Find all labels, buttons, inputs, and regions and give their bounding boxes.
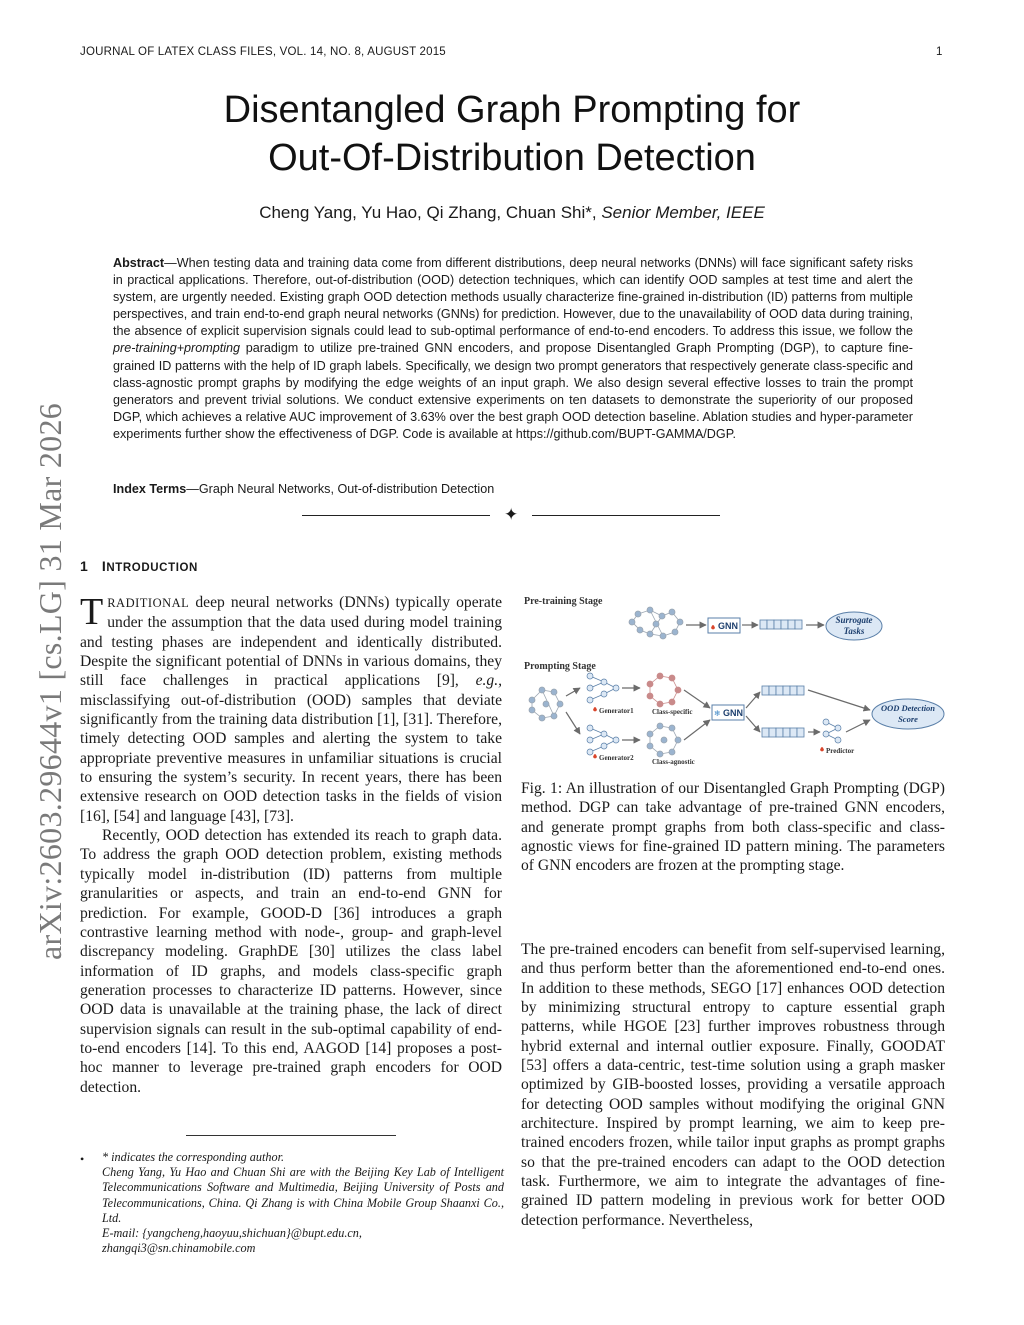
divider-rule-right — [532, 515, 720, 516]
footnote-line-1: * indicates the corresponding author. — [102, 1150, 285, 1164]
generator1-net — [587, 673, 619, 703]
paper-title — [0, 86, 1024, 182]
fig-ood-score-1: OOD Detection — [880, 703, 936, 713]
footnote-bullet: • — [80, 1152, 85, 1166]
fig-gnn-label-2: GNN — [723, 708, 743, 718]
footnote-rule — [186, 1135, 396, 1136]
intro-p1-eg: e.g., — [475, 672, 502, 690]
title-line-2: Out-Of-Distribution Detection — [268, 137, 756, 179]
generator2-net — [587, 725, 619, 755]
fig-class-agnostic: Class-agnostic — [652, 758, 695, 766]
fig-generator2: Generator2 — [599, 754, 634, 762]
predictor-net — [823, 719, 841, 743]
intro-paragraph-1 — [80, 593, 502, 826]
index-terms — [113, 482, 913, 496]
footnote-line-3: E-mail: {yangcheng,haoyuu,shichuan}@bupt.edu.cn, — [102, 1226, 362, 1241]
fig-surrogate-2: Tasks — [843, 626, 865, 636]
fig-stage2-label: Prompting Stage — [524, 661, 596, 672]
arxiv-stamp: arXiv:2603.29644v1 [cs.LG] 31 Mar 2026 — [32, 402, 68, 960]
figure-caption: Fig. 1: An illustration of our Disentangled Graph Prompting (DGP) method. DGP can take advantage of pre-trained GNN encoders, and generate prompt graphs from both class-specific and class-agnostic views for fine-grained ID pattern mining. The parameters of GNN encoders are frozen at the prompting stage. — [521, 780, 945, 875]
section-title-rest: NTRODUCTION — [106, 562, 198, 574]
figure-1 — [520, 592, 948, 772]
intro-paragraph-2: Recently, OOD detection has extended its reach to graph data. To address the graph OOD detection problem, existing methods typically model in-distribution (ID) patterns from multiple granularities or aspects, and train an end-to-end GNN for prediction. For example, GOOD-D [36] introduces a graph contrastive learning method with node-, group- and graph-level discrepancy modeling. GraphDE [30] utilizes the class label information of ID graphs, and models class-specific graph generation processes to characterize ID patterns. However, since OOD data is unavailable at the training phase, the lack of direct supervision signals can result in the sub-optimal capability of end-to-end encoders [14]. To this end, AAGOD [14] proposes a post-hoc manner to leverage pre-trained graph encoders for OOD detection. — [80, 827, 502, 1096]
fig-generator1: Generator1 — [599, 707, 634, 715]
class-specific-graph — [647, 673, 681, 707]
divider-rule-left — [302, 515, 490, 516]
section-number: 1 — [80, 558, 89, 574]
flame-icon-gen2 — [593, 754, 597, 759]
fig-stage1-label: Pre-training Stage — [524, 596, 603, 607]
footnote-line-2: Cheng Yang, Yu Hao and Chuan Shi are with the Beijing Key Lab of Intelligent Telecommunications Software and Multimedia, Beijing University of Posts and Telecommunications, China. Qi Zhang is with China Mobile Group Shaanxi Co., Ltd. — [102, 1165, 504, 1225]
intro-column-right: The pre-trained encoders can benefit from self-supervised learning, and thus perform better than the aforementioned end-to-end ones. In addition to these methods, SEGO [17] enhances OOD detection by minimizing structural entropy to capture essential graph patterns, while HGOE [23] further improves robustness through hybrid external and internal outlier exposure. Finally, GOODAT [53] offers a data-centric, test-time solution using a graph masker optimized by GIB-boosted losses, providing a versatile approach for detecting OOD samples without modifying the original GNN architecture. Inspired by prompt learning, we aim to keep pre-trained encoders frozen, while tailor input graphs as prompt graphs so that the pre-trained encoders can adapt to the OOD detection task. Furthermore, we aim to integrate the advantages of fine-grained ID pattern modeling in previous work for better OOD detection performance. Nevertheless, — [521, 941, 945, 1229]
embedding-bar-1 — [760, 620, 802, 629]
section-heading — [80, 558, 198, 574]
pretrain-graph — [629, 607, 683, 639]
class-agnostic-graph — [647, 723, 681, 757]
fig-ood-score-2: Score — [898, 714, 918, 724]
author-list — [0, 203, 1024, 223]
fig-predictor: Predictor — [826, 747, 855, 755]
fig-surrogate-1: Surrogate — [835, 615, 873, 625]
index-terms-label: Index Terms — [113, 482, 187, 496]
abstract — [113, 255, 913, 443]
author-names: Cheng Yang, Yu Hao, Qi Zhang, Chuan Shi*, — [259, 203, 602, 222]
title-line-1: Disentangled Graph Prompting for — [223, 89, 801, 131]
running-head: JOURNAL OF LATEX CLASS FILES, VOL. 14, NO. 8, AUGUST 2015 — [80, 46, 446, 58]
intro-column-left — [80, 593, 502, 1097]
fig-gnn-label-1: GNN — [718, 621, 738, 631]
abstract-text-1: —When testing data and training data come from different distributions, deep neural networks (DNNs) will face significant safety risks in practical applications. Therefore, out-of-distribution (OOD) detection techniques, which can identify OOD samples at test time and alert the system, are urgently needed. Existing graph OOD detection methods usually characterize fine-grained in-distribution (ID) patterns from multiple perspectives, and train end-to-end graph neural networks (GNNs) for prediction. However, due to the unavailability of OOD data during training, the absence of explicit supervision signals could lead to sub-optimal performance of end-to-end encoders. To address this issue, we follow the — [113, 256, 913, 339]
fig-class-specific: Class-specific — [652, 708, 693, 716]
snowflake-icon: ❄ — [714, 709, 721, 718]
intro-small-caps: RADITIONAL — [107, 596, 190, 610]
footnote — [102, 1150, 504, 1256]
author-role: Senior Member, IEEE — [601, 203, 765, 222]
flame-icon-gen1 — [593, 707, 597, 712]
embedding-bar-2 — [762, 686, 804, 695]
page-number: 1 — [936, 46, 943, 58]
abstract-italic: pre-training+prompting — [113, 341, 241, 356]
intro-p1-b: misclassifying out-of-distribution (OOD) samples that deviate significantly from the training data distribution [1], [31]. Therefore, timely detecting OOD samples and alerting the system to take appropriate preventive measures in unfamiliar situations is crucial to ensuring the system’s security. In recent years, there has been extensive research on OOD detection tasks in the fields of vision [16], [54] and language [43], [73]. — [80, 691, 502, 825]
abstract-label: Abstract — [113, 256, 165, 270]
input-graph — [529, 687, 563, 721]
footnote-line-4: zhangqi3@sn.chinamobile.com — [102, 1241, 256, 1256]
section-title-initial: I — [101, 558, 107, 574]
flame-icon-predictor — [820, 747, 824, 752]
intro-p1-a: deep neural networks (DNNs) typically operate under the assumption that the data used during model training and testing phases are independent and identically distributed. Despite the significant potential of DNNs in various domains, they still face challenges in practical applications [9], — [80, 594, 502, 690]
embedding-bar-3 — [762, 728, 804, 737]
dropcap: T — [80, 591, 104, 633]
abstract-text-2: paradigm to utilize pre-trained GNN encoders, and propose Disentangled Graph Prompting (DGP), to capture fine-grained ID patterns with the help of ID graph labels. Specifically, we design two prompt generators that respectively generate class-specific and class-agnostic prompt graphs by modifying the edge weights of an input graph. We also design several effective losses to train the prompt generators and prevent trivial solutions. We conduct extensive experiments on ten datasets to demonstrate the superiority of our proposed DGP, which achieves a relative AUC improvement of 3.63% over the best graph OOD detection baseline. Ablation studies and hyper-parameter experiments further show the effectiveness of DGP. Code is available at https://github.com/BUPT-GAMMA/DGP. — [113, 341, 913, 441]
index-terms-text: —Graph Neural Networks, Out-of-distribution Detection — [186, 482, 495, 496]
diamond-icon: ✦ — [504, 505, 519, 524]
